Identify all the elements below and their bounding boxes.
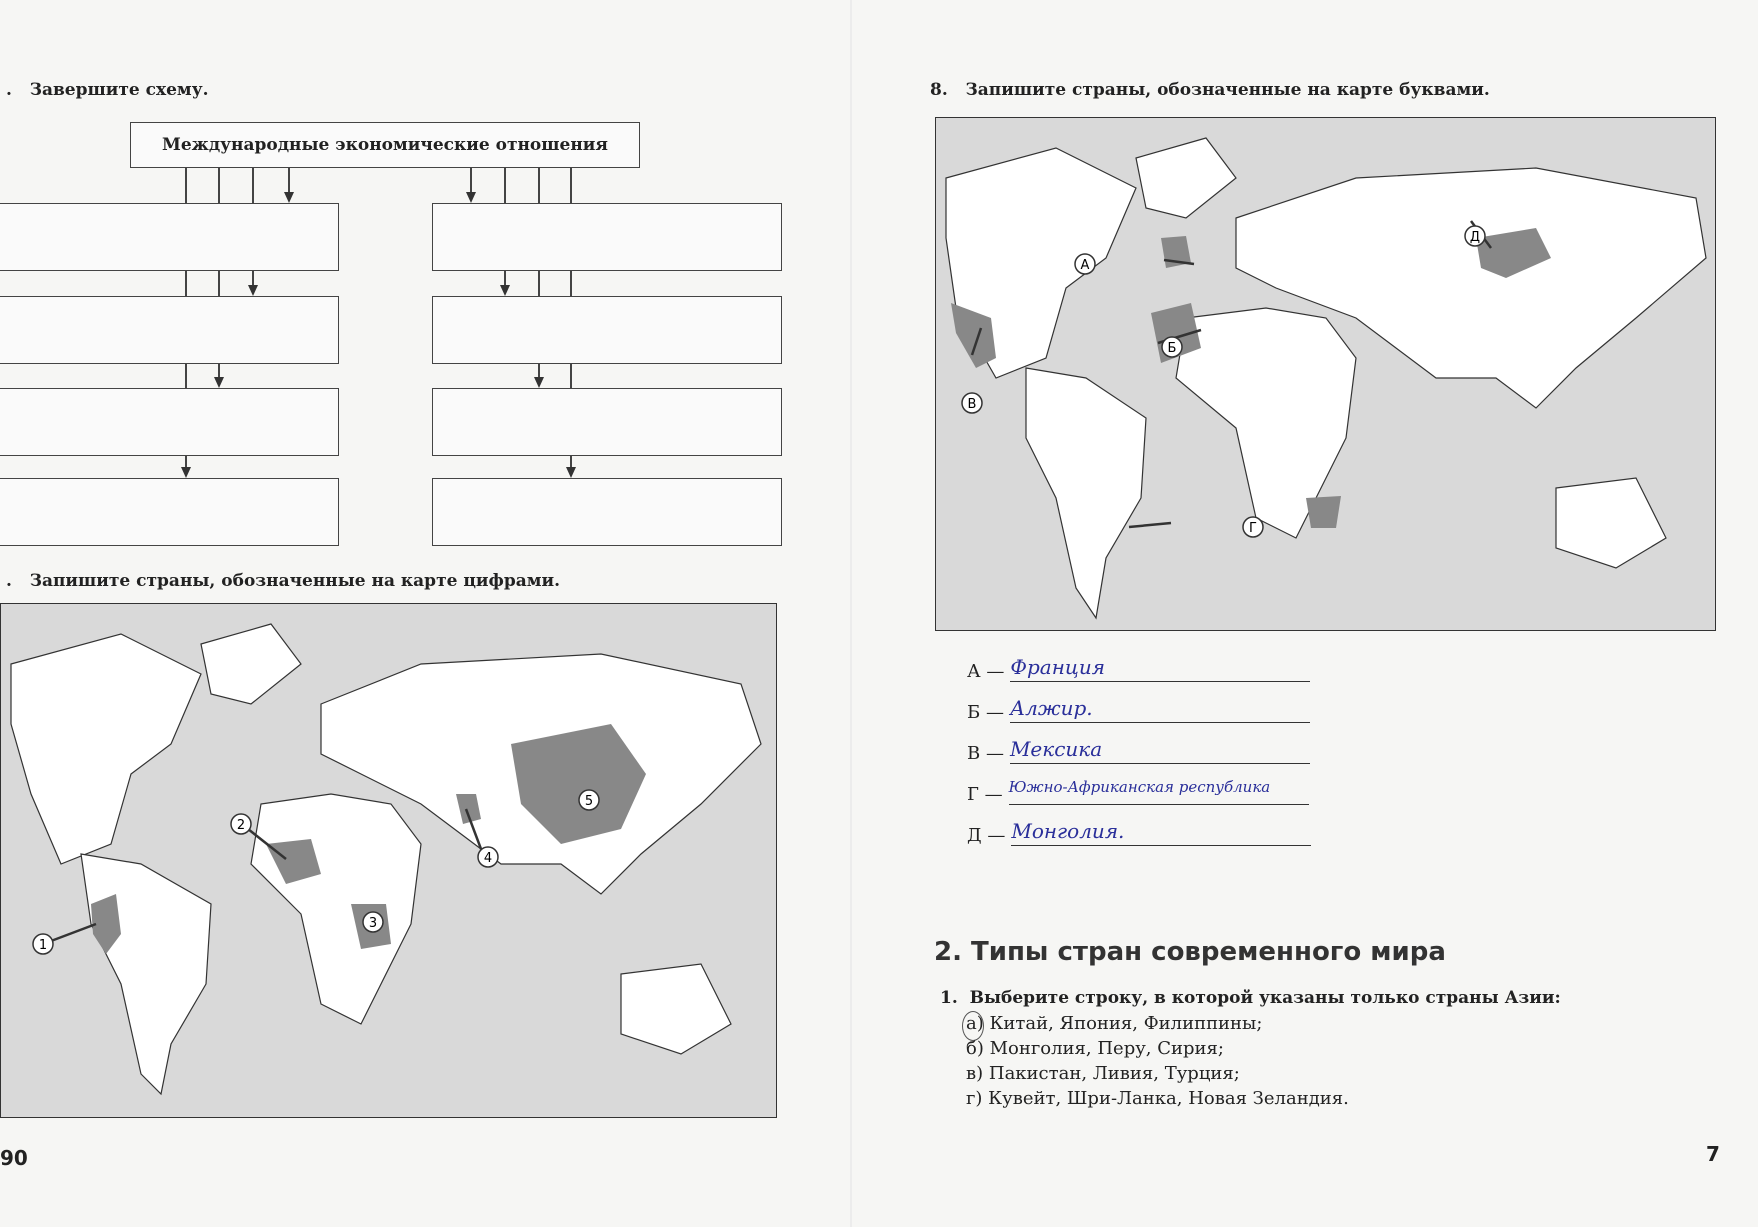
svg-text:5: 5 <box>584 794 594 809</box>
arrow-icon <box>181 467 191 478</box>
marker-2 <box>231 814 251 834</box>
option-v[interactable]: в) Пакистан, Ливия, Турция; <box>966 1063 1240 1084</box>
connector <box>570 167 572 203</box>
arrow-icon <box>566 467 576 478</box>
answer-row-d: Д — Монголия. <box>967 819 1311 846</box>
connector <box>570 363 572 388</box>
scheme-box-right-4[interactable] <box>432 478 782 546</box>
marker-a <box>1075 254 1095 274</box>
connector <box>218 167 220 203</box>
connector <box>504 167 506 203</box>
task-8-heading: 8. Запишите страны, обозначенные на карте буквами. <box>930 80 1490 100</box>
arrow-icon <box>534 377 544 388</box>
marker-3 <box>363 912 383 932</box>
svg-text:Д: Д <box>1469 230 1481 245</box>
svg-text:1: 1 <box>38 938 48 953</box>
page-gutter <box>850 0 852 1227</box>
svg-text:А: А <box>1080 258 1090 273</box>
selected-circle <box>962 1011 984 1041</box>
page-number-right: 7 <box>1706 1142 1720 1166</box>
marker-g <box>1243 517 1263 537</box>
connector <box>470 167 472 193</box>
scheme-box-left-1[interactable] <box>0 203 339 271</box>
connector <box>538 363 540 378</box>
scheme-box-right-1[interactable] <box>432 203 782 271</box>
continents <box>11 624 761 1094</box>
svg-text:2: 2 <box>236 818 246 833</box>
arrow-icon <box>466 192 476 203</box>
section-title: 2. Типы стран современного мира <box>934 937 1446 967</box>
answer-row-a: А — Франция <box>967 655 1310 682</box>
answer-row-g: Г — Южно-Африканская республика <box>967 778 1309 805</box>
scheme-box-left-2[interactable] <box>0 296 339 364</box>
connector <box>252 167 254 203</box>
arrow-icon <box>214 377 224 388</box>
connector <box>185 270 187 296</box>
page-number-left: 90 <box>0 1146 28 1170</box>
answer-field-d[interactable]: Монголия. <box>1011 819 1311 846</box>
answer-row-b: Б — Алжир. <box>967 696 1310 723</box>
marker-5 <box>579 790 599 810</box>
task-map-heading: . Запишите страны, обозначенные на карте цифрами. <box>6 571 561 591</box>
marker-d <box>1465 226 1485 246</box>
connector <box>185 363 187 388</box>
option-a[interactable]: а) Китай, Япония, Филиппины; <box>966 1013 1262 1034</box>
svg-text:В: В <box>967 397 977 412</box>
marker-1 <box>33 934 53 954</box>
arrow-icon <box>500 285 510 296</box>
connector <box>252 270 254 286</box>
svg-text:Г: Г <box>1249 521 1257 536</box>
marker-4 <box>478 847 498 867</box>
svg-text:4: 4 <box>483 851 493 866</box>
connector <box>570 270 572 296</box>
answer-field-v[interactable]: Мексика <box>1010 737 1310 764</box>
connector <box>538 167 540 203</box>
marker-b <box>1162 337 1182 357</box>
question-1-heading: 1. Выберите строку, в которой указаны только страны Азии: <box>940 988 1561 1008</box>
connector <box>288 167 290 193</box>
scheme-root-box: Международные экономические отношения <box>130 122 640 168</box>
arrow-icon <box>248 285 258 296</box>
svg-text:Б: Б <box>1167 341 1177 356</box>
scheme-box-left-4[interactable] <box>0 478 339 546</box>
option-b[interactable]: б) Монголия, Перу, Сирия; <box>966 1038 1224 1059</box>
scheme-box-right-2[interactable] <box>432 296 782 364</box>
option-g[interactable]: г) Кувейт, Шри-Ланка, Новая Зеландия. <box>966 1088 1349 1109</box>
connector <box>504 270 506 286</box>
scheme-box-right-3[interactable] <box>432 388 782 456</box>
marker-v <box>962 393 982 413</box>
answer-field-b[interactable]: Алжир. <box>1010 696 1310 723</box>
answer-row-v: В — Мексика <box>967 737 1310 764</box>
connector <box>218 270 220 296</box>
connector <box>218 363 220 378</box>
arrow-icon <box>284 192 294 203</box>
svg-text:3: 3 <box>368 916 378 931</box>
connector <box>185 167 187 203</box>
continents <box>946 138 1706 618</box>
answer-field-a[interactable]: Франция <box>1010 655 1310 682</box>
scheme-box-left-3[interactable] <box>0 388 339 456</box>
task-scheme-heading: . Завершите схему. <box>6 80 209 100</box>
world-map-numbers <box>0 603 777 1118</box>
connector <box>538 270 540 296</box>
answer-field-g[interactable]: Южно-Африканская республика <box>1009 778 1309 805</box>
world-map-letters <box>935 117 1716 631</box>
